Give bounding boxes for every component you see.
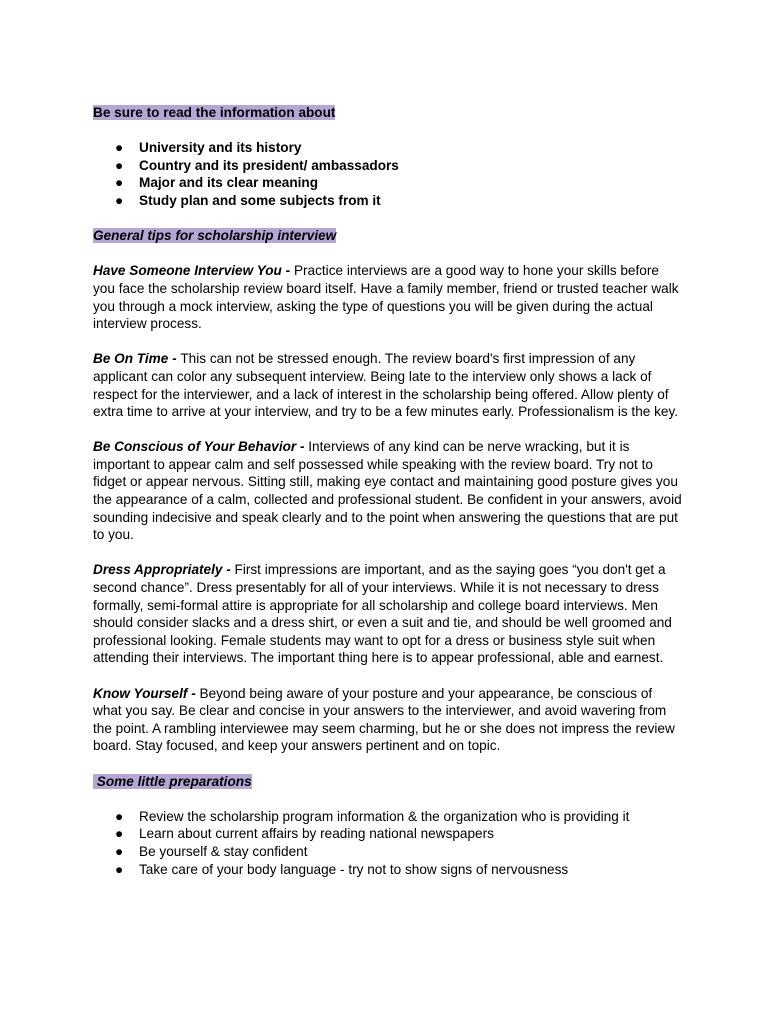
bullet-icon: ● <box>115 157 124 173</box>
tip-body: Practice interviews are a good way to hone your skills before you face the scholarship review board itself. Have a family member, friend or trusted teacher walk you through a mock interview, asking the type of questions you will be given during the actual interview process. <box>93 263 679 332</box>
bullet-icon: ● <box>115 861 124 877</box>
list-item: ● Be yourself & stay confident <box>115 843 308 859</box>
tip-paragraph-know-yourself <box>93 685 683 755</box>
bullet-icon: ● <box>115 826 124 842</box>
tip-body: This can not be stressed enough. The review board's first impression of any applicant can color any subsequent interview. Being late to the interview only shows a lack of respect for the interviewer, and a lack of interest in the scholarship being offered. Allow plenty of extra time to arrive at your interview, and try to be a few minutes early. Professionalism is the key. <box>93 351 679 420</box>
bullet-icon: ● <box>115 843 124 859</box>
bullet-icon: ● <box>115 140 124 156</box>
tip-body: Beyond being aware of your posture and your appearance, be conscious of what you say. Be clear and concise in your answers to the interviewer, and avoid wavering from the point. A rambling interviewee may seem charming, but he or she does not impress the review board. Stay focused, and keep your answers pertinent and on topic. <box>93 685 675 754</box>
tip-title: Dress Appropriately - <box>93 562 235 578</box>
list-item: ● University and its history <box>115 140 302 156</box>
list-item: ● Major and its clear meaning <box>115 175 319 191</box>
bullet-list-preparations <box>93 808 683 878</box>
tip-body: Interviews of any kind can be nerve wracking, but it is important to appear calm and self possessed while speaking with the review board. Try not to fidget or appear nervous. Sitting still, making eye contact and maintaining good posture gives you the appearance of a calm, collected and professional student. Be confident in your answers, avoid sounding indecisive and speak clearly and to the point when answering the questions that are put to you. <box>93 439 682 543</box>
bullet-icon: ● <box>115 175 124 191</box>
section-heading-general-tips: General tips for scholarship interview <box>93 228 337 244</box>
tip-title: Be On Time - <box>93 351 181 367</box>
tip-title: Know Yourself - <box>93 685 200 701</box>
tip-title: Be Conscious of Your Behavior - <box>93 439 309 455</box>
bullet-icon: ● <box>115 808 124 824</box>
tip-paragraph-behavior <box>93 438 683 544</box>
bullet-icon: ● <box>115 192 124 208</box>
bullet-list-read-info <box>93 139 683 209</box>
tip-paragraph-on-time <box>93 350 683 420</box>
tip-title: Have Someone Interview You - <box>93 263 294 279</box>
list-item: ● Learn about current affairs by reading national newspapers <box>115 826 494 842</box>
document-page <box>93 104 683 878</box>
list-item: ● Country and its president/ ambassadors <box>115 157 399 173</box>
list-item: ● Take care of your body language - try not to show signs of nervousness <box>115 861 569 877</box>
list-item: ● Review the scholarship program information & the organization who is providing it <box>115 808 630 824</box>
tip-paragraph-interview <box>93 262 683 332</box>
tip-paragraph-dress <box>93 561 683 667</box>
section-heading-preparations: Some little preparations <box>93 773 252 789</box>
section-heading-read-info: Be sure to read the information about <box>93 105 336 120</box>
list-item: ● Study plan and some subjects from it <box>115 192 381 208</box>
tip-body: First impressions are important, and as the saying goes “you don't get a second chance”. Dress presentably for all of your interviews. While it is not necessary to dress formally, semi-formal attire is appropriate for all scholarship and college board interviews. Men should consider slacks and a dress shirt, or even a suit and tie, and should be well groomed and professional looking. Female students may want to opt for a dress or business style suit when attending their interviews. The important thing here is to appear professional, able and earnest. <box>93 562 672 666</box>
